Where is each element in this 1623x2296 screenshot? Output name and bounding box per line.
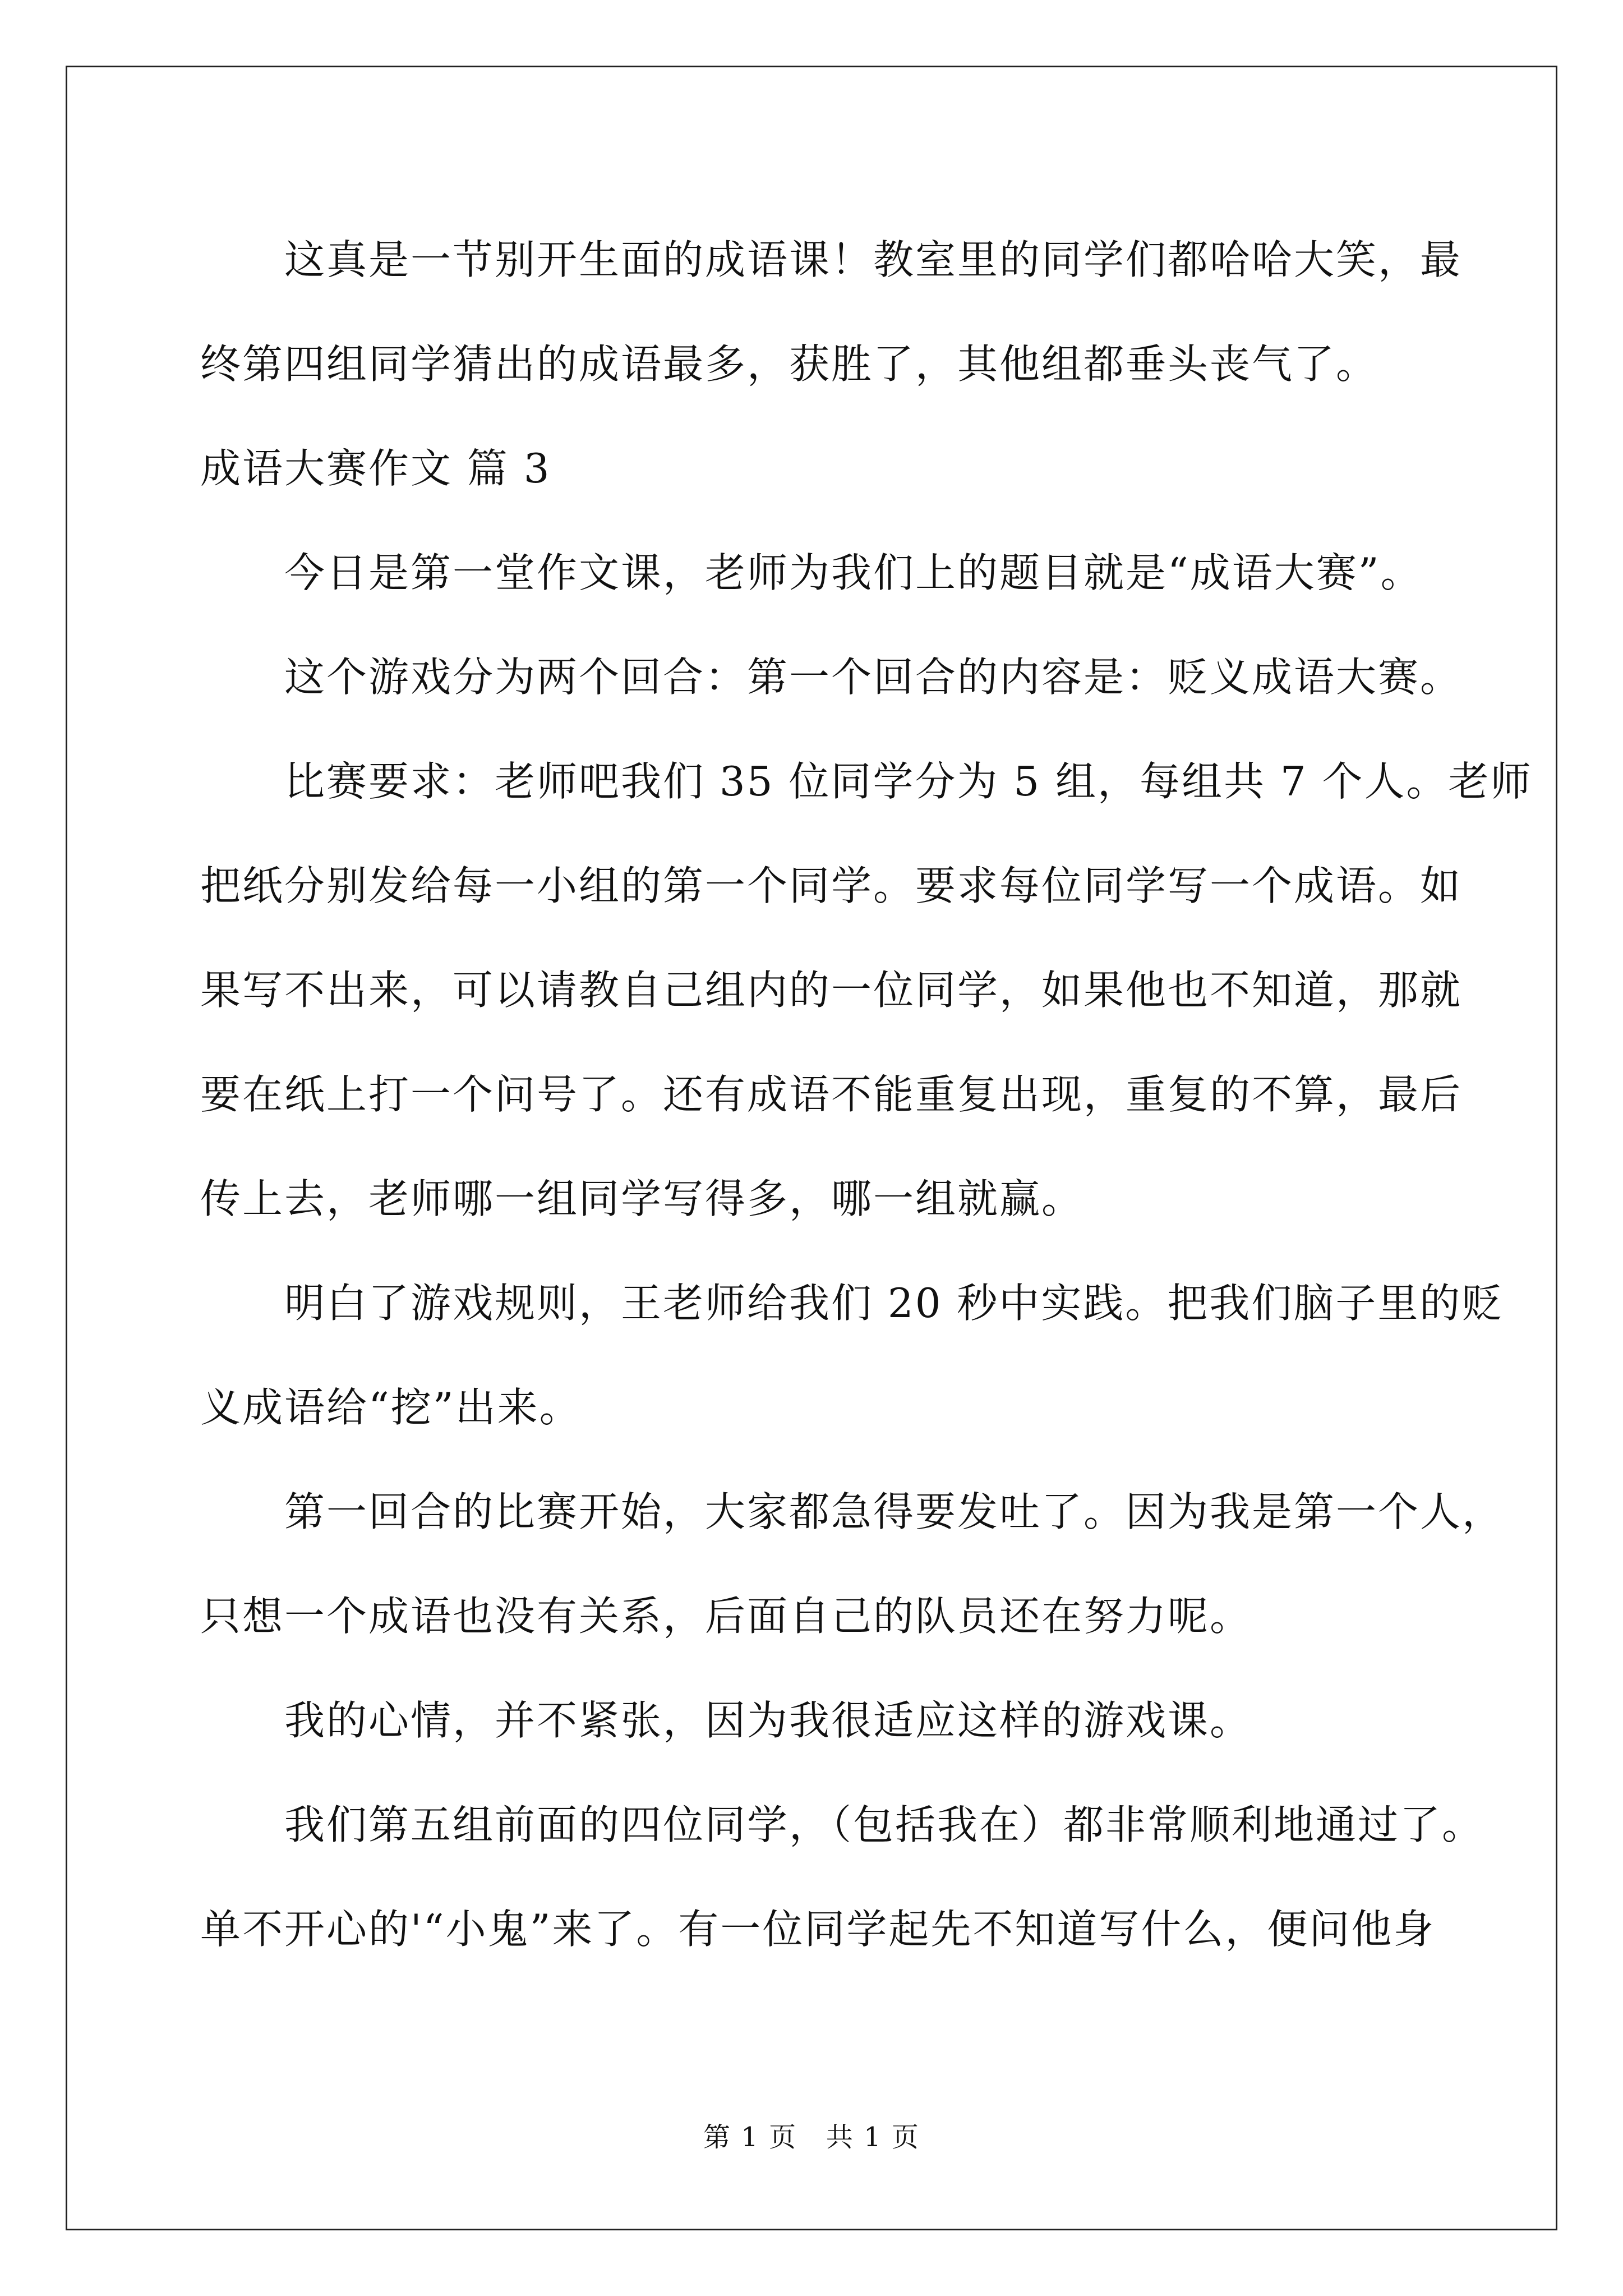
text-line: 我的心情，并不紧张，因为我很适应这样的游戏课。 [284, 1697, 1252, 1744]
text-line: 单不开心的'“小鬼”来了。有一位同学起先不知道写什么，便问他身 [200, 1906, 1436, 1953]
text-line: 要在纸上打一个问号了。还有成语不能重复出现，重复的不算，最后 [200, 1071, 1463, 1118]
text-line: 今日是第一堂作文课，老师为我们上的题目就是“成语大赛”。 [284, 549, 1423, 596]
text-line: 这个游戏分为两个回合：第一个回合的内容是：贬义成语大赛。 [284, 654, 1463, 701]
page-footer: 第 1 页 共 1 页 [703, 2122, 920, 2153]
section-heading: 成语大赛作文 篇 3 [200, 445, 551, 492]
text-line: 我们第五组前面的四位同学，（包括我在）都非常顺利地通过了。 [284, 1801, 1484, 1848]
text-line: 比赛要求：老师吧我们 35 位同学分为 5 组，每组共 7 个人。老师 [284, 758, 1533, 805]
text-line: 第一回合的比赛开始，大家都急得要发吐了。因为我是第一个人， [284, 1488, 1505, 1535]
text-line: 义成语给“挖”出来。 [200, 1384, 582, 1431]
document-body [200, 208, 1533, 1981]
text-line: 果写不出来，可以请教自己组内的一位同学，如果他也不知道，那就 [200, 967, 1463, 1014]
text-line: 终第四组同学猜出的成语最多，获胜了，其他组都垂头丧气了。 [200, 341, 1378, 388]
text-line: 把纸分别发给每一小组的第一个同学。要求每位同学写一个成语。如 [200, 862, 1463, 909]
text-line: 只想一个成语也没有关系，后面自己的队员还在努力呢。 [200, 1593, 1252, 1640]
text-line: 传上去，老师哪一组同学写得多，哪一组就赢。 [200, 1175, 1084, 1222]
text-line: 明白了游戏规则，王老师给我们 20 秒中实践。把我们脑子里的贬 [284, 1280, 1504, 1327]
text-line: 这真是一节别开生面的成语课！教室里的同学们都哈哈大笑，最 [284, 236, 1463, 283]
